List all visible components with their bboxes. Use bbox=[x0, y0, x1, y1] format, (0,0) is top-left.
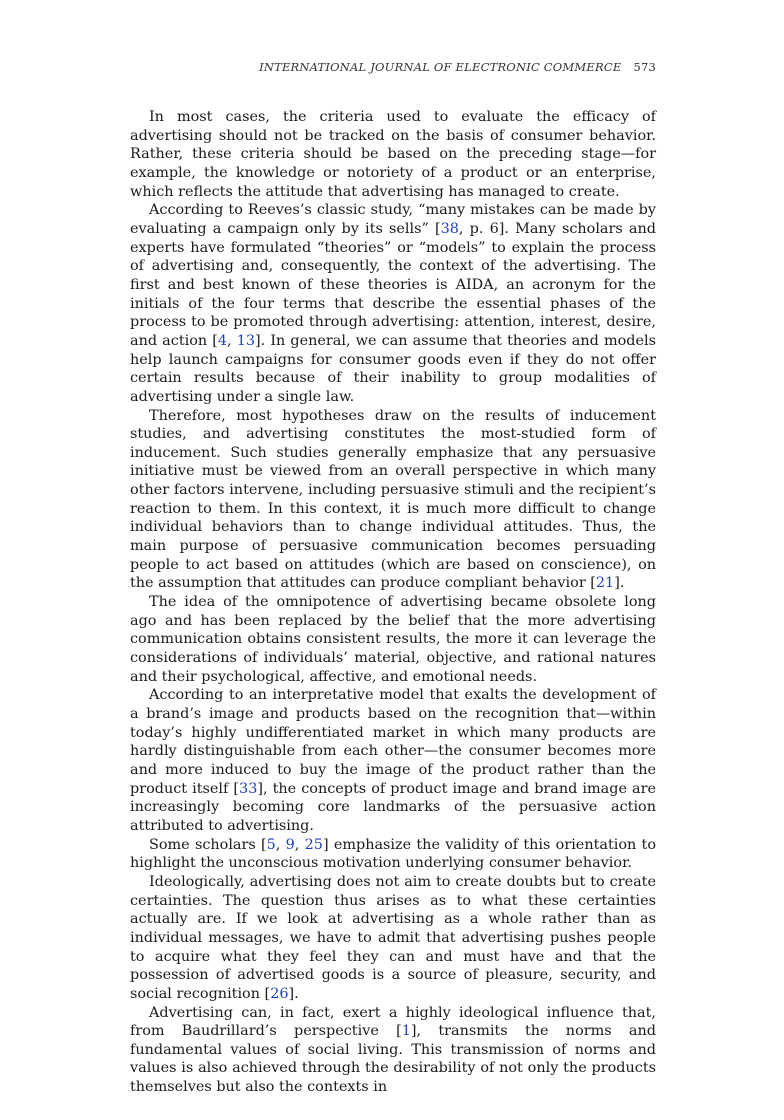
paragraph bbox=[130, 108, 656, 201]
citation-link[interactable]: 38 bbox=[440, 220, 459, 237]
paragraph-text: ] emphasize the validity of this orientation to highlight the unconscious motivation underlying consumer behavior. bbox=[130, 836, 656, 872]
citation-link[interactable]: 21 bbox=[595, 575, 615, 592]
paragraph-text: ]. bbox=[288, 985, 299, 1002]
paragraph-text: According to an interpretative model that exalts the development of a brand’s image and products based on the recognition that—within today’s highly undifferentiated market in which many products are hardly distinguishable from each other—the consumer becomes more and more induced to buy the image of the product rather than the product itself [ bbox=[130, 687, 656, 797]
paragraph-text: Therefore, most hypotheses draw on the results of inducement studies, and advertising constitutes the most-studied form of inducement. Such studies generally emphasize that any persuasive initiative must be viewed from an overall perspective in which many other factors intervene, including persuasive stimuli and the recipient’s reaction to them. In this context, it is much more difficult to change individual behaviors than to change individual attitudes. Thus, the main purpose of persuasive communication becomes persuading people to act based on attitudes (which are based on conscience), on the assumption that attitudes can produce compliant behavior [ bbox=[130, 407, 656, 592]
paragraph-text: , p. 6]. Many scholars and experts have formulated “theories” or “models” to explain the process of advertising and, consequently, the context of the advertising. The first and best known of these theories is AIDA, an acronym for the initials of the four terms that describe the essential phases of the process to be promoted through advertising: attention, interest, desire, and action [ bbox=[130, 220, 656, 349]
journal-title: INTERNATIONAL JOURNAL OF ELECTRONIC COMMERCE bbox=[259, 60, 622, 74]
citation-link[interactable]: 26 bbox=[270, 985, 289, 1002]
paragraph bbox=[130, 1004, 656, 1097]
citation-link[interactable]: 1 bbox=[401, 1023, 411, 1040]
citation-link[interactable]: 4 bbox=[217, 332, 228, 349]
paragraph-text: , bbox=[294, 836, 305, 853]
paragraph-text: The idea of the omnipotence of advertising became obsolete long ago and has been replaced by the belief that the more advertising communication obtains consistent results, the more it can leverage the considerations of individuals’ material, objective, and rational natures and their psychological, affective, and emotional needs. bbox=[130, 594, 656, 685]
citation-link[interactable]: 25 bbox=[304, 836, 323, 853]
paragraph bbox=[130, 836, 656, 873]
paragraph bbox=[130, 407, 656, 594]
paragraph-text: Ideologically, advertising does not aim to create doubts but to create certainties. The question thus arises as to what these certainties actually are. If we look at advertising as a whole rather than as individual messages, we have to admit that advertising pushes people to acquire what they feel they can and must have and that the possession of advertised goods is a source of pleasure, security, and social recognition [ bbox=[130, 873, 656, 1002]
paragraph bbox=[130, 686, 656, 835]
running-header bbox=[130, 60, 656, 74]
paragraph-text: According to Reeves’s classic study, “many mistakes can be made by evaluating a campaign only by its sells” [ bbox=[130, 202, 656, 237]
paragraph bbox=[130, 201, 656, 406]
page-number: 573 bbox=[633, 60, 656, 74]
body-text bbox=[130, 108, 656, 1097]
paragraph bbox=[130, 593, 656, 686]
paragraph-text: ]. bbox=[614, 575, 625, 592]
paragraph-text: Advertising can, in fact, exert a highly ideological influence that, from Baudrillard’s perspective [ bbox=[130, 1004, 656, 1040]
citation-link[interactable]: 9 bbox=[285, 836, 295, 853]
paragraph-text: ], transmits the norms and fundamental values of social living. This transmission of norms and values is also achieved through the desirability of not only the products themselves but also the contexts in bbox=[130, 1023, 656, 1096]
paragraph-text: , bbox=[275, 836, 286, 853]
paragraph bbox=[130, 873, 656, 1004]
citation-link[interactable]: 33 bbox=[239, 780, 258, 797]
paragraph-text: , bbox=[227, 332, 237, 349]
paragraph-text: In most cases, the criteria used to evaluate the efficacy of advertising should not be tracked on the basis of consumer behavior. Rather, these criteria should be based on the preceding stage—for example, the knowledge or notoriety of a product or an enterprise, which reflects the attitude that advertising has managed to create. bbox=[130, 109, 656, 200]
paragraph-text: Some scholars [ bbox=[149, 836, 267, 853]
paragraph-text: ], the concepts of product image and brand image are increasingly becoming core landmarks of the persuasive action attributed to advertising. bbox=[130, 780, 656, 834]
citation-link[interactable]: 5 bbox=[266, 836, 276, 853]
paragraph-text: ]. In general, we can assume that theories and models help launch campaigns for consumer goods even if they do not offer certain results because of their inability to group modalities of advertising under a single law. bbox=[130, 332, 657, 405]
citation-link[interactable]: 13 bbox=[236, 332, 256, 349]
